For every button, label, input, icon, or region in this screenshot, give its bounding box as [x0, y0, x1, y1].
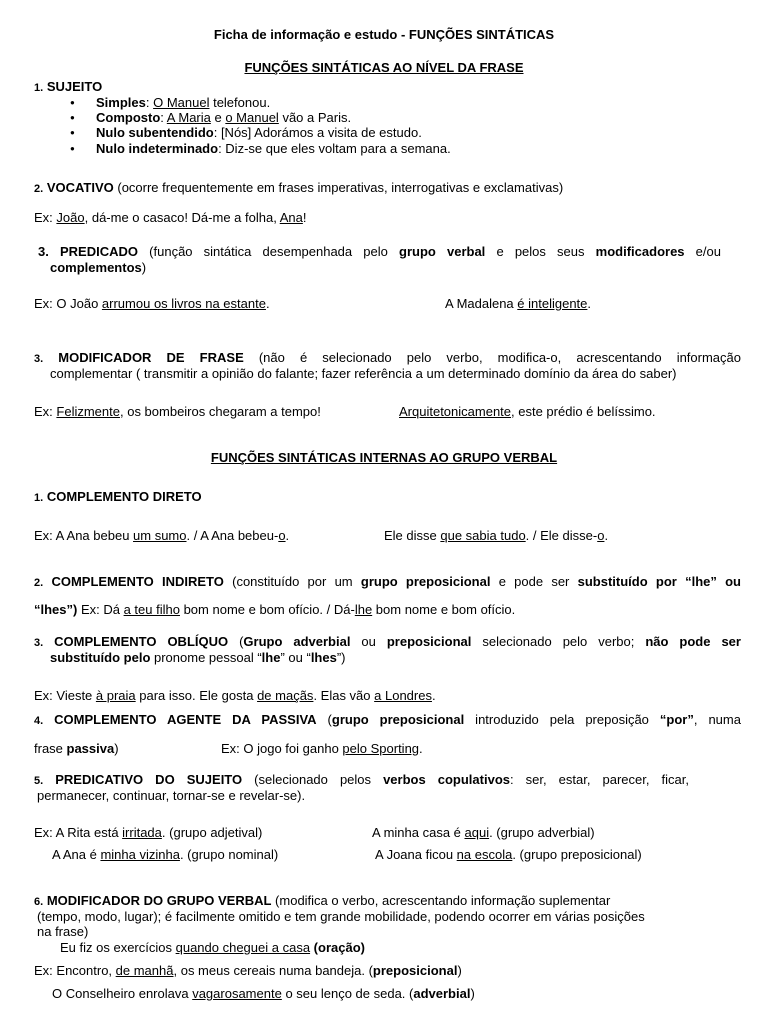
complemento-indireto-heading: 2. COMPLEMENTO INDIRETO (constituído por um grupo preposicional e pode ser substituído por “lhe” ou [34, 574, 741, 589]
list-item: ● Nulo subentendido: [Nós] Adorámos a visita de estudo. [96, 125, 422, 140]
modificador-grupo-verbal-example-2: Ex: Encontro, de manhã, os meus cereais numa bandeja. (preposicional) [34, 963, 462, 978]
page-title: Ficha de informação e estudo - FUNÇÕES SINTÁTICAS [213, 27, 555, 42]
list-item: ● Composto: A Maria e o Manuel vão a Paris. [96, 110, 351, 125]
agente-passiva-cont: frase passiva) [34, 741, 119, 756]
modificador-frase-heading: 3. MODIFICADOR DE FRASE (não é selecionado pelo verbo, modifica-o, acrescentando informação [34, 350, 741, 365]
predicativo-example-3: A Ana é minha vizinha. (grupo nominal) [52, 847, 279, 862]
vocativo-heading: 2. VOCATIVO (ocorre frequentemente em frases imperativas, interrogativas e exclamativas) [34, 180, 564, 195]
list-item: ● Nulo indeterminado: Diz-se que eles voltam para a semana. [96, 141, 451, 156]
modificador-grupo-verbal-example-3: O Conselheiro enrolava vagarosamente o seu lenço de seda. (adverbial) [52, 986, 475, 1001]
section-heading-frase: FUNÇÕES SINTÁTICAS AO NÍVEL DA FRASE [244, 60, 524, 75]
modificador-frase-example-1: Ex: Felizmente, os bombeiros chegaram a tempo! [34, 404, 321, 419]
predicado-heading: 3. PREDICADO (função sintática desempenhada pelo grupo verbal e pelos seus modificadores e/ou [38, 244, 721, 259]
complemento-direto-example-1: Ex: A Ana bebeu um sumo. / A Ana bebeu-o. [34, 528, 290, 543]
predicado-example-1: Ex: O João arrumou os livros na estante. [34, 296, 270, 311]
complemento-obliquo-example: Ex: Vieste à praia para isso. Ele gosta de maçãs. Elas vão a Londres. [34, 688, 436, 703]
predicativo-example-2: A minha casa é aqui. (grupo adverbial) [372, 825, 595, 840]
modificador-grupo-verbal-desc-end: na frase) [37, 924, 89, 939]
complemento-indireto-example: “lhes”) Ex: Dá a teu filho bom nome e bom ofício. / Dá-lhe bom nome e bom ofício. [34, 602, 516, 617]
complemento-direto-example-2: Ele disse que sabia tudo. / Ele disse-o. [384, 528, 609, 543]
predicado-example-2: A Madalena é inteligente. [445, 296, 592, 311]
predicativo-example-4: A Joana ficou na escola. (grupo preposicional) [375, 847, 642, 862]
modificador-grupo-verbal-heading: 6. MODIFICADOR DO GRUPO VERBAL (modifica o verbo, acrescentando informação suplementar [34, 893, 611, 908]
complemento-obliquo-cont: substituído pelo pronome pessoal “lhe” ou “lhes”) [50, 650, 346, 665]
list-item: ● Simples: O Manuel telefonou. [96, 95, 270, 110]
complemento-obliquo-heading: 3. COMPLEMENTO OBLÍQUO (Grupo adverbial ou preposicional selecionado pelo verbo; não pode ser [34, 634, 741, 649]
predicado-heading-cont: complementos) [50, 260, 147, 275]
vocativo-example: Ex: João, dá-me o casaco! Dá-me a folha, Ana! [34, 210, 307, 225]
sujeito-heading: 1. SUJEITO [34, 79, 103, 94]
complemento-direto-heading: 1. COMPLEMENTO DIRETO [34, 489, 202, 504]
modificador-frase-desc: complementar ( transmitir a opinião do falante; fazer referência a um determinado domínio da área do saber) [50, 366, 677, 381]
predicativo-sujeito-heading: 5. PREDICATIVO DO SUJEITO (selecionado pelos verbos copulativos: ser, estar, parecer, ficar, [34, 772, 689, 787]
predicativo-example-1: Ex: A Rita está irritada. (grupo adjetival) [34, 825, 263, 840]
agente-passiva-example: Ex: O jogo foi ganho pelo Sporting. [221, 741, 423, 756]
modificador-grupo-verbal-desc: (tempo, modo, lugar); é facilmente omitido e tem grande mobilidade, podendo ocorrer em várias posições [37, 909, 645, 924]
section-heading-grupo-verbal: FUNÇÕES SINTÁTICAS INTERNAS AO GRUPO VERBAL [210, 450, 558, 465]
modificador-grupo-verbal-example-1: Eu fiz os exercícios quando cheguei a casa (oração) [60, 940, 365, 955]
modificador-frase-example-2: Arquitetonicamente, este prédio é belíssimo. [399, 404, 656, 419]
agente-passiva-heading: 4. COMPLEMENTO AGENTE DA PASSIVA (grupo preposicional introduzido pela preposição “por”, numa [34, 712, 741, 727]
predicativo-sujeito-cont: permanecer, continuar, tornar-se e revelar-se). [37, 788, 306, 803]
